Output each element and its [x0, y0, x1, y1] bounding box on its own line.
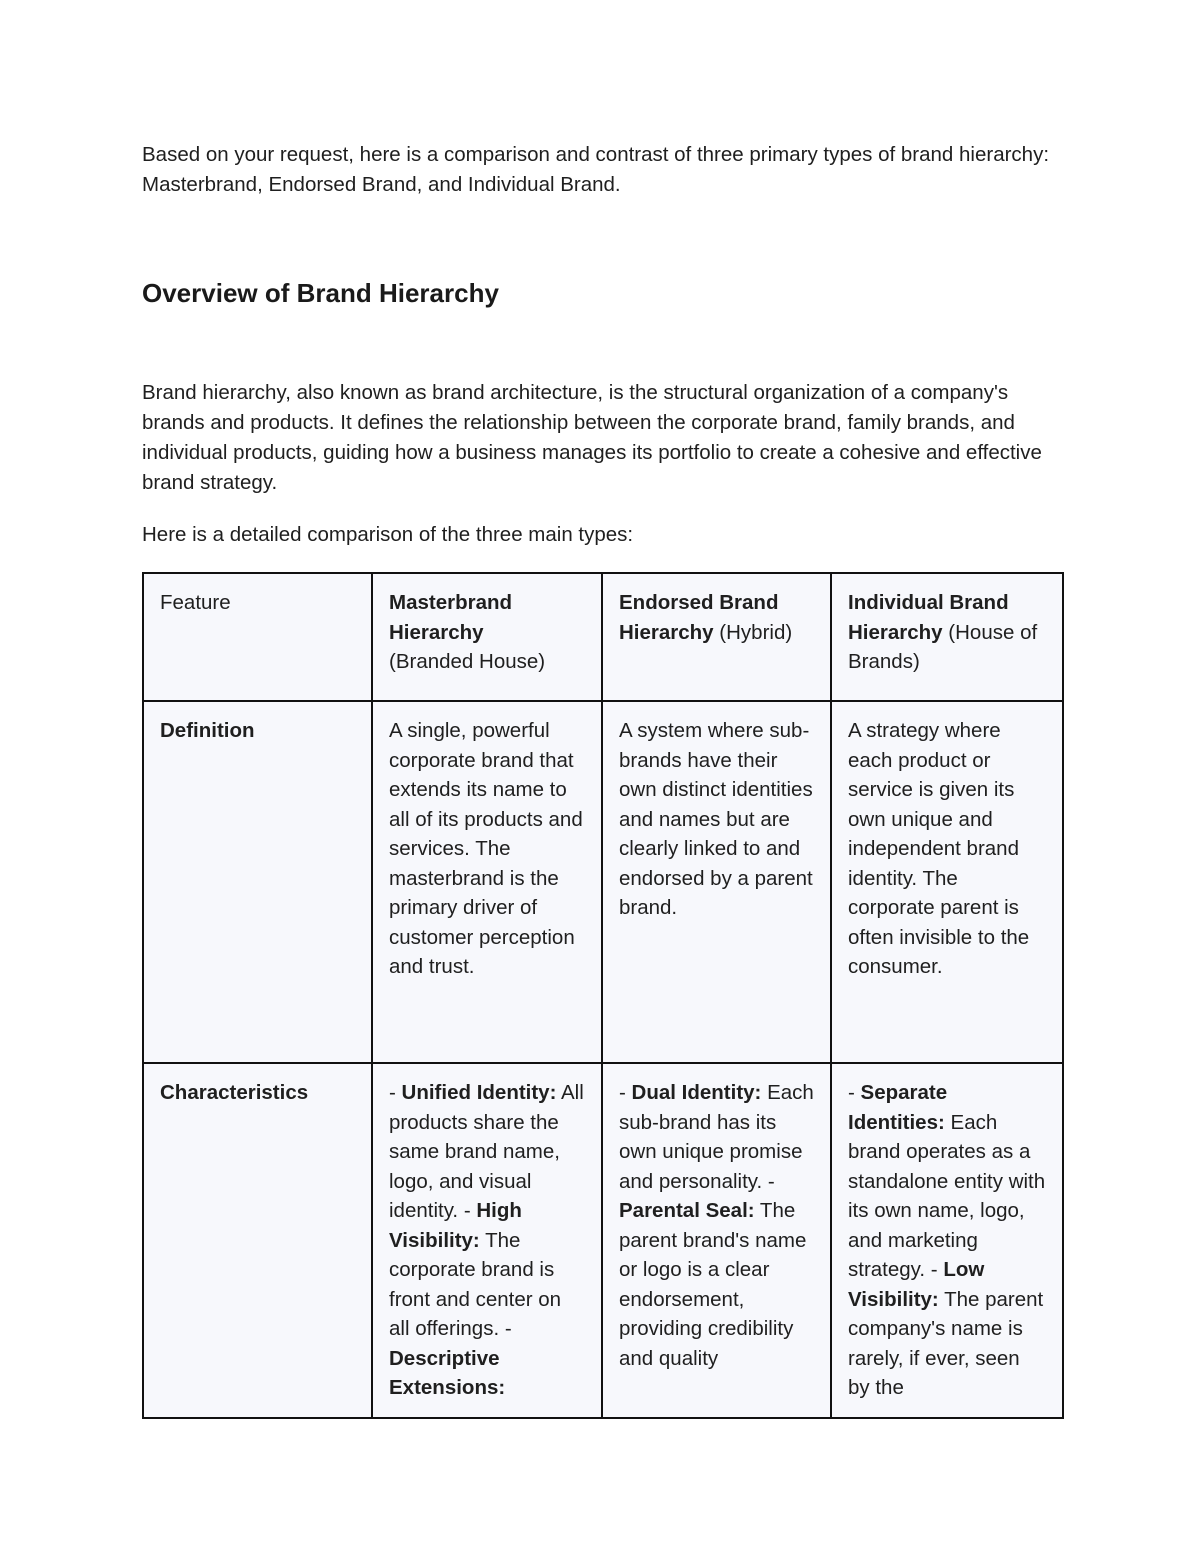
comparison-table	[142, 572, 1064, 1419]
section-heading: Overview of Brand Hierarchy	[142, 278, 499, 308]
document-page	[142, 140, 1062, 1399]
characteristics-individual: - Separate Identities: Each brand operates as a standalone entity with its own name, logo, and marketing strategy. - Low Visibility: The parent company's name is rarely, if ever, seen by the	[831, 1063, 1063, 1418]
header-cell-masterbrand: Masterbrand Hierarchy (Branded House)	[372, 573, 602, 701]
header-cell-individual: Individual Brand Hierarchy (House of Brands)	[831, 573, 1063, 701]
intro-paragraph: Based on your request, here is a comparison and contrast of three primary types of brand hierarchy: Masterbrand, Endorsed Brand, and Individual Brand.	[142, 143, 1050, 196]
table-row-definition	[143, 701, 1063, 1063]
definition-endorsed: A system where sub-brands have their own distinct identities and names but are clearly linked to and endorsed by a parent brand.	[602, 701, 831, 1063]
body-paragraph: Brand hierarchy, also known as brand architecture, is the structural organization of a company's brands and products. It defines the relationship between the corporate brand, family brands, and individual products, guiding how a business manages its portfolio to create a cohesive and effective brand strategy.	[142, 381, 1042, 494]
table-row-characteristics	[143, 1063, 1063, 1418]
characteristics-masterbrand: - Unified Identity: All products share the same brand name, logo, and visual identity. - High Visibility: The corporate brand is front and center on all offerings. - Descriptive Extensions:	[372, 1063, 602, 1418]
row-label-definition: Definition	[143, 701, 372, 1063]
definition-individual: A strategy where each product or service is given its own unique and independent brand identity. The corporate parent is often invisible to the consumer.	[831, 701, 1063, 1063]
table-header-row	[143, 573, 1063, 701]
header-cell-feature: Feature	[143, 573, 372, 701]
lead-in-paragraph: Here is a detailed comparison of the three main types:	[142, 523, 634, 546]
characteristics-endorsed: - Dual Identity: Each sub-brand has its own unique promise and personality. - Parental Seal: The parent brand's name or logo is a clear endorsement, providing credibility and quality	[602, 1063, 831, 1418]
definition-masterbrand: A single, powerful corporate brand that extends its name to all of its products and services. The masterbrand is the primary driver of customer perception and trust.	[372, 701, 602, 1063]
row-label-characteristics: Characteristics	[143, 1063, 372, 1418]
header-cell-endorsed: Endorsed Brand Hierarchy (Hybrid)	[602, 573, 831, 701]
